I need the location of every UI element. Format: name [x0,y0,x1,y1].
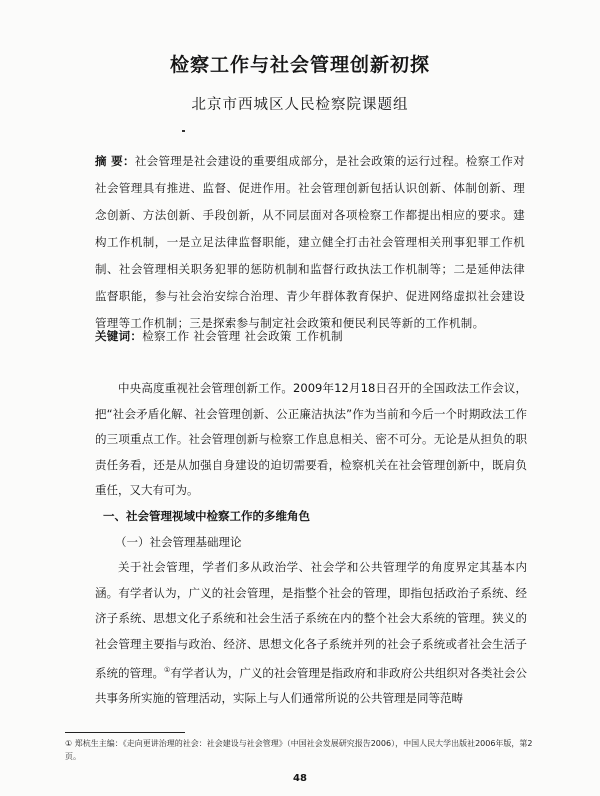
paragraph-theory [95,555,527,711]
scan-dot [182,130,185,132]
keywords [95,328,525,344]
keywords-label: 关键词： [95,329,143,343]
author-line: 北京市西城区人民检察院课题组 [191,97,409,113]
footnote-divider [65,732,185,733]
abstract [95,148,525,337]
paragraph-theory-part2: 有学者认为，广义的社会管理是指政府和非政府公共组织对各类社会公共事务所实施的管理活动，实际上与人们通常所说的公共管理是同等范畴 [95,665,528,705]
paragraph-intro: 中央高度重视社会管理创新工作。2009年12月18日召开的全国政法工作会议，把“社会矛盾化解、社会管理创新、公正廉洁执法”作为当前和今后一个时期政法工作的三项重点工作。社会管理创新与检察工作息息相关、密不可分。无论是从担负的职责任务看，还是从加强自身建设的迫切需要看，检察机关在社会管理创新中，既肩负重任，又大有可为。 [95,381,527,498]
footnote-marker: ① [164,665,171,674]
abstract-label: 摘 要： [95,154,135,168]
subsection-heading: （一）社会管理基础理论 [115,534,242,549]
page-number: 48 [293,773,307,784]
paragraph-theory-part1: 关于社会管理，学者们多从政治学、社会学和公共管理学的角度界定其基本内涵。有学者认为，广义的社会管理，是指整个社会的管理，即指包括政治子系统、经济子系统、思想文化子系统和社会生活子系统在内的整个社会大系统的管理。狭义的社会管理主要指与政治、经济、思想文化各子系统并列的社会子系统或者社会生活子系统的管理。 [95,560,527,680]
page-title: 检察工作与社会管理创新初探 [169,54,430,76]
keywords-text: 检察工作 社会管理 社会政策 工作机制 [142,329,343,343]
section-heading: 一、社会管理视域中检察工作的多维角色 [103,508,310,523]
footnote: ① 郑杭生主编：《走向更讲治理的社会：社会建设与社会管理》（中国社会发展研究报告2006），中国人民大学出版社2006年版，第2页。 [65,739,533,761]
body-text [95,376,527,712]
abstract-text: 社会管理是社会建设的重要组成部分，是社会政策的运行过程。检察工作对社会管理具有推进、监督、促进作用。社会管理创新包括认识创新、体制创新、理念创新、方法创新、手段创新，从不同层面对各项检察工作都提出相应的要求。建构工作机制，一是立足法律监督职能，建立健全打击社会管理相关刑事犯罪工作机制、社会管理相关职务犯罪的惩防机制和监督行政执法工作机制等；二是延伸法律监督职能，参与社会治安综合治理、青少年群体教育保护、促进网络虚拟社会建设管理等工作机制；三是探索参与制定社会政策和便民利民等新的工作机制。 [95,154,525,330]
